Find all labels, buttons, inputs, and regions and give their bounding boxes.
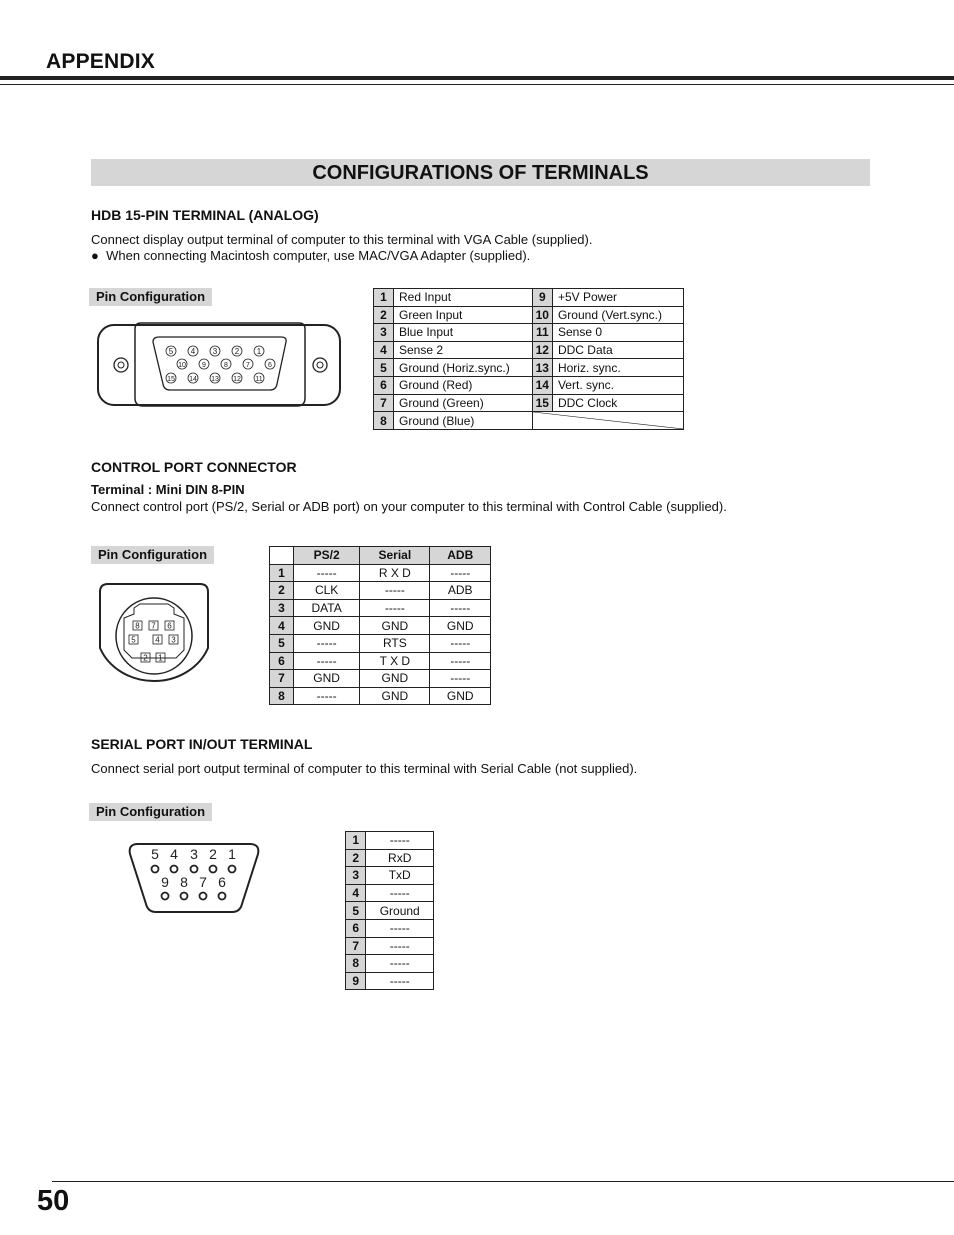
table-row: [346, 972, 434, 990]
pin-signal: +5V Power: [552, 289, 683, 307]
pin-signal: Sense 2: [394, 341, 533, 359]
pin-label: 5: [151, 846, 159, 862]
pin-label: 5: [131, 635, 136, 645]
pin-signal: TxD: [366, 867, 434, 885]
pin-number: 9: [346, 972, 366, 990]
serial-value: T X D: [360, 652, 430, 670]
table-row: [270, 670, 491, 688]
pin-signal: -----: [366, 972, 434, 990]
table-row: [270, 634, 491, 652]
pin-signal: RxD: [366, 849, 434, 867]
pin-label: 9: [202, 362, 206, 369]
hdb-description: Connect display output terminal of computer to this terminal with VGA Cable (supplied).: [91, 232, 593, 247]
ps2-value: -----: [294, 564, 360, 582]
adb-value: GND: [430, 687, 491, 705]
serial-value: GND: [360, 670, 430, 688]
pin-signal: DDC Data: [552, 341, 683, 359]
pin-label: 15: [167, 376, 175, 383]
table-row: [346, 955, 434, 973]
table-row: [270, 564, 491, 582]
serial-value: -----: [360, 582, 430, 600]
ps2-value: -----: [294, 634, 360, 652]
pin-row-bottom: [166, 373, 264, 383]
header-ps2: PS/2: [294, 547, 360, 565]
ps2-value: GND: [294, 617, 360, 635]
pin-number: 6: [270, 652, 294, 670]
pin-signal: Ground (Horiz.sync.): [394, 359, 533, 377]
pin-signal: Blue Input: [394, 324, 533, 342]
mounting-hole-right: [313, 358, 327, 372]
header-rule-thin: [0, 84, 954, 85]
pin-label: 3: [212, 347, 218, 356]
table-row: [346, 919, 434, 937]
pin-signal: Green Input: [394, 306, 533, 324]
serial-value: R X D: [360, 564, 430, 582]
adb-value: GND: [430, 617, 491, 635]
pin-number: 5: [374, 359, 394, 377]
table-row: [346, 902, 434, 920]
control-pin-config-label: Pin Configuration: [91, 546, 214, 564]
pin-label: 3: [171, 635, 176, 645]
pin-number: 2: [374, 306, 394, 324]
serial-value: GND: [360, 617, 430, 635]
page-number: 50: [37, 1185, 70, 1217]
table-header-row: [270, 547, 491, 565]
pin-row-middle: [177, 359, 275, 369]
pin-number: 3: [270, 599, 294, 617]
serial-pin-table: [345, 831, 434, 990]
table-row: [374, 412, 684, 430]
adb-value: -----: [430, 599, 491, 617]
pin-number: 7: [270, 670, 294, 688]
pin-number: 4: [270, 617, 294, 635]
table-row: [346, 884, 434, 902]
pin-label: 7: [199, 874, 207, 890]
table-row: [270, 617, 491, 635]
pin-label: 7: [151, 621, 156, 631]
serial-pin-config-label: Pin Configuration: [89, 803, 212, 821]
pin-number: 3: [374, 324, 394, 342]
table-row: [346, 867, 434, 885]
pin-signal: Vert. sync.: [552, 376, 683, 394]
pin-number: 11: [532, 324, 552, 342]
control-terminal-type: Terminal : Mini DIN 8-PIN: [91, 482, 245, 497]
table-row: [374, 341, 684, 359]
header-adb: ADB: [430, 547, 491, 565]
pin-number: 7: [374, 394, 394, 412]
table-row: [374, 359, 684, 377]
mounting-hole-left: [114, 358, 128, 372]
pin-label: 3: [190, 846, 198, 862]
control-pin-table: [269, 546, 491, 705]
hdb-section-title: HDB 15-PIN TERMINAL (ANALOG): [91, 207, 319, 223]
pin-number: 3: [346, 867, 366, 885]
pin-number: 2: [346, 849, 366, 867]
table-row: [270, 652, 491, 670]
pin-label: 8: [135, 621, 140, 631]
pin-signal: -----: [366, 884, 434, 902]
page-title: CONFIGURATIONS OF TERMINALS: [312, 162, 649, 184]
pin-label: 8: [224, 362, 228, 369]
table-row: [374, 324, 684, 342]
pin-number: 6: [346, 919, 366, 937]
table-row: [374, 289, 684, 307]
table-row: [346, 849, 434, 867]
pin-number: 8: [346, 955, 366, 973]
pin-number: 4: [374, 341, 394, 359]
db9-connector-diagram: [124, 838, 264, 918]
pin-signal: Ground: [366, 902, 434, 920]
pin-number: 1: [270, 564, 294, 582]
ps2-value: DATA: [294, 599, 360, 617]
header-serial: Serial: [360, 547, 430, 565]
pin-number: 1: [374, 289, 394, 307]
pin-number: 5: [270, 634, 294, 652]
pin-number: 7: [346, 937, 366, 955]
serial-section-title: SERIAL PORT IN/OUT TERMINAL: [91, 736, 313, 752]
table-row: [374, 394, 684, 412]
pin-signal: Red Input: [394, 289, 533, 307]
table-row: [270, 599, 491, 617]
ps2-value: -----: [294, 687, 360, 705]
pin-label: 5: [168, 347, 174, 356]
pin-number: 1: [346, 832, 366, 850]
pin-label: 4: [170, 846, 178, 862]
pin-number: 10: [532, 306, 552, 324]
pin-label: 6: [218, 874, 226, 890]
hdb-pin-table: [373, 288, 684, 430]
ps2-value: GND: [294, 670, 360, 688]
pin-number: 2: [270, 582, 294, 600]
pin-number: 6: [374, 376, 394, 394]
pin-row-top: [166, 346, 264, 356]
table-row: [374, 376, 684, 394]
pin-signal: -----: [366, 919, 434, 937]
table-row: [346, 937, 434, 955]
pin-number: 4: [346, 884, 366, 902]
pin-number: 14: [532, 376, 552, 394]
hdb-note: [91, 248, 530, 264]
pin-signal: Horiz. sync.: [552, 359, 683, 377]
bullet-icon: ●: [91, 248, 99, 263]
pin-label: 6: [167, 621, 172, 631]
pin-label: 2: [209, 846, 217, 862]
pin-label: 7: [246, 362, 250, 369]
pin-label: 10: [178, 362, 186, 369]
pin-signal: Sense 0: [552, 324, 683, 342]
pin-signal: Ground (Green): [394, 394, 533, 412]
table-row: [270, 582, 491, 600]
adb-value: -----: [430, 670, 491, 688]
table-row: [270, 687, 491, 705]
pin-number: 8: [270, 687, 294, 705]
pin-label: 9: [161, 874, 169, 890]
pin-signal: -----: [366, 937, 434, 955]
pin-signal: Ground (Blue): [394, 412, 533, 430]
header-rule: [0, 76, 954, 80]
pin-label: 4: [155, 635, 160, 645]
section-heading: APPENDIX: [46, 50, 155, 73]
serial-value: RTS: [360, 634, 430, 652]
pin-label: 13: [211, 376, 219, 383]
pin-label: 6: [268, 362, 272, 369]
table-row: [346, 832, 434, 850]
serial-value: GND: [360, 687, 430, 705]
pin-label: 2: [234, 347, 240, 356]
adb-value: -----: [430, 652, 491, 670]
pin-number: 13: [532, 359, 552, 377]
footer-rule: [52, 1181, 954, 1182]
pin-label: 12: [233, 376, 241, 383]
pin-signal: Ground (Red): [394, 376, 533, 394]
pin-number: 8: [374, 412, 394, 430]
adb-value: ADB: [430, 582, 491, 600]
mini-din-8-connector-diagram: [92, 578, 214, 698]
header-blank: [270, 547, 294, 565]
pin-label: 11: [255, 376, 263, 383]
control-section-title: CONTROL PORT CONNECTOR: [91, 459, 297, 475]
table-row: [374, 306, 684, 324]
pin-number: 12: [532, 341, 552, 359]
adb-value: -----: [430, 634, 491, 652]
pin-label: 8: [180, 874, 188, 890]
hdb-pin-config-label: Pin Configuration: [89, 288, 212, 306]
serial-value: -----: [360, 599, 430, 617]
pin-label: 4: [190, 347, 196, 356]
pin-label: 1: [158, 653, 163, 663]
hdb15-connector-diagram: [95, 320, 345, 412]
pin-number: 9: [532, 289, 552, 307]
hdb-note-text: When connecting Macintosh computer, use MAC/VGA Adapter (supplied).: [106, 248, 531, 263]
pin-label: 1: [256, 347, 262, 356]
pin-signal: DDC Clock: [552, 394, 683, 412]
pin-label: 1: [228, 846, 236, 862]
pin-label: 2: [143, 653, 148, 663]
serial-description: Connect serial port output terminal of computer to this terminal with Serial Cable (not supplied).: [91, 761, 638, 776]
control-description: Connect control port (PS/2, Serial or ADB port) on your computer to this terminal with Control Cable (supplied).: [91, 499, 727, 514]
pin-number: 5: [346, 902, 366, 920]
pin-label: 14: [189, 376, 197, 383]
pin-signal: -----: [366, 955, 434, 973]
pin-signal: -----: [366, 832, 434, 850]
ps2-value: -----: [294, 652, 360, 670]
ps2-value: CLK: [294, 582, 360, 600]
empty-cell: [532, 412, 683, 430]
pin-number: 15: [532, 394, 552, 412]
pin-signal: Ground (Vert.sync.): [552, 306, 683, 324]
adb-value: -----: [430, 564, 491, 582]
